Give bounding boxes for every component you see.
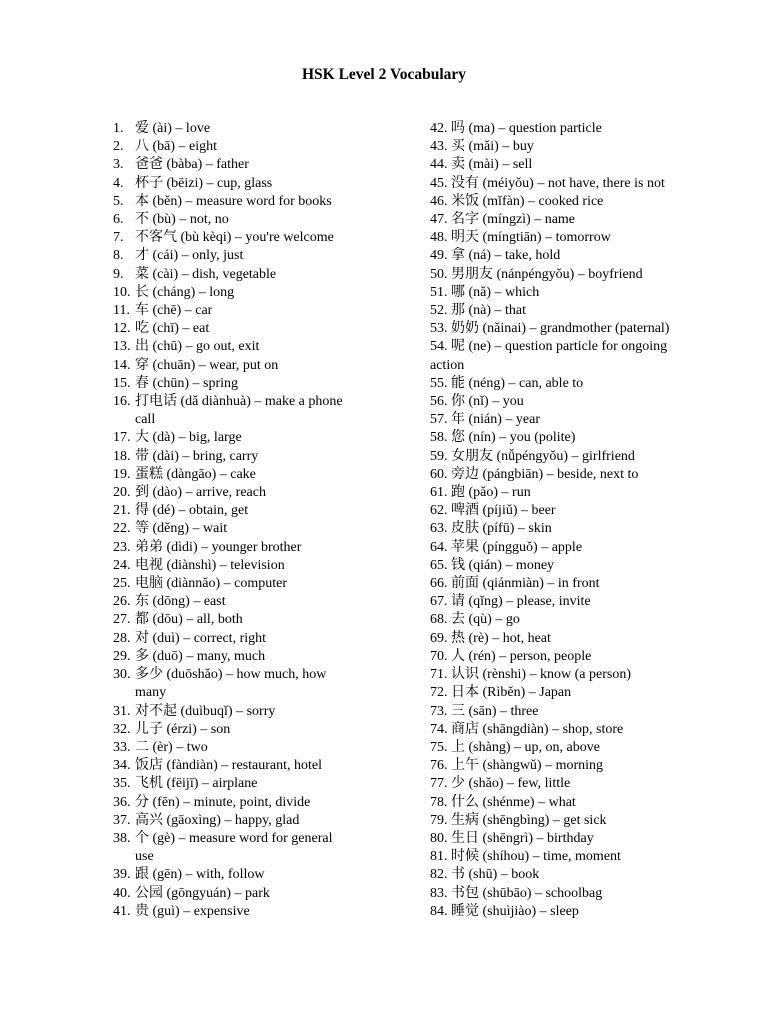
entry-number: 14.	[113, 357, 131, 373]
entry-text: 能 (néng) – can, able to	[451, 375, 584, 391]
vocab-entry	[113, 666, 353, 702]
vocab-entry	[113, 557, 353, 575]
entry-number: 70.	[430, 648, 448, 664]
vocab-entry	[113, 375, 353, 393]
vocab-entry	[430, 812, 692, 830]
vocab-entry	[430, 630, 692, 648]
vocab-entry	[113, 703, 353, 721]
vocab-entry	[430, 794, 692, 812]
vocab-entry	[113, 593, 353, 611]
entry-number: 34.	[113, 758, 131, 774]
entry-text: 跟 (gēn) – with, follow	[135, 867, 265, 883]
entry-number: 36.	[113, 794, 131, 810]
entry-number: 1.	[113, 121, 124, 136]
entry-text: 八 (bā) – eight	[135, 139, 218, 155]
entry-text: 那 (nà) – that	[451, 303, 527, 319]
entry-text: 打电话 (dǎ diànhuà) – make a phone call	[135, 394, 343, 428]
entry-number: 80.	[430, 830, 448, 846]
entry-text: 带 (dài) – bring, carry	[135, 448, 259, 464]
entry-text: 飞机 (fēijī) – airplane	[135, 776, 258, 792]
vocab-entry	[430, 648, 692, 666]
entry-text: 不 (bù) – not, no	[135, 212, 229, 228]
entry-text: 公园 (gōngyuán) – park	[135, 885, 270, 901]
vocab-entry	[430, 666, 692, 684]
entry-number: 25.	[113, 576, 131, 592]
vocab-entry	[113, 775, 353, 793]
entry-number: 52.	[430, 303, 448, 319]
vocab-entry	[430, 721, 692, 739]
entry-number: 82.	[430, 867, 448, 883]
vocab-entry	[113, 302, 353, 320]
vocab-entry	[113, 794, 353, 812]
entry-text: 米饭 (mǐfàn) – cooked rice	[451, 193, 604, 209]
entry-number: 7.	[113, 230, 124, 246]
vocab-entry	[113, 739, 353, 757]
entry-text: 皮肤 (pífū) – skin	[451, 521, 552, 537]
vocab-entry	[430, 302, 692, 320]
vocab-entry	[430, 739, 692, 757]
vocab-entry	[113, 138, 353, 156]
entry-number: 69.	[430, 630, 448, 646]
entry-text: 电脑 (diànnǎo) – computer	[135, 576, 288, 592]
vocab-entry	[113, 448, 353, 466]
vocab-entry	[430, 338, 692, 374]
entry-number: 79.	[430, 812, 448, 828]
entry-number: 83.	[430, 885, 448, 901]
entry-number: 22.	[113, 521, 131, 537]
vocab-entry	[113, 648, 353, 666]
entry-number: 57.	[430, 412, 448, 428]
vocab-entry	[430, 775, 692, 793]
entry-number: 50.	[430, 266, 448, 282]
entry-text: 苹果 (píngguǒ) – apple	[451, 539, 583, 555]
vocab-entry	[113, 429, 353, 447]
entry-number: 28.	[113, 630, 131, 646]
entry-text: 时候 (shíhou) – time, moment	[451, 849, 621, 865]
vocab-entry	[113, 520, 353, 538]
entry-number: 44.	[430, 157, 448, 173]
entry-text: 三 (sān) – three	[451, 703, 539, 719]
vocab-entry	[430, 229, 692, 247]
entry-text: 出 (chū) – go out, exit	[135, 339, 260, 355]
vocab-entry	[113, 484, 353, 502]
vocab-entry	[113, 903, 353, 921]
entry-number: 48.	[430, 230, 448, 246]
entry-number: 53.	[430, 321, 448, 337]
vocab-entry	[430, 211, 692, 229]
vocab-entry	[430, 320, 692, 338]
entry-text: 长 (cháng) – long	[135, 284, 235, 300]
entry-text: 对不起 (duìbuqǐ) – sorry	[135, 703, 276, 719]
entry-number: 6.	[113, 212, 124, 228]
entry-number: 55.	[430, 375, 448, 391]
entry-number: 32.	[113, 721, 131, 737]
entry-text: 春 (chūn) – spring	[135, 375, 239, 391]
entry-text: 您 (nín) – you (polite)	[451, 430, 576, 446]
entry-text: 上 (shàng) – up, on, above	[451, 739, 600, 755]
vocab-entry	[113, 338, 353, 356]
entry-number: 72.	[430, 685, 448, 701]
vocab-entry	[113, 229, 353, 247]
entry-number: 24.	[113, 557, 131, 573]
entry-text: 不客气 (bù kèqi) – you're welcome	[135, 230, 334, 246]
entry-number: 51.	[430, 284, 448, 300]
vocab-entry	[430, 156, 692, 174]
vocab-entry	[430, 484, 692, 502]
entry-number: 10.	[113, 284, 131, 300]
entry-text: 年 (nián) – year	[451, 412, 541, 428]
entry-text: 高兴 (gāoxìng) – happy, glad	[135, 812, 300, 828]
entry-text: 才 (cái) – only, just	[135, 248, 244, 264]
entry-number: 29.	[113, 648, 131, 664]
entry-number: 4.	[113, 175, 124, 191]
entry-text: 奶奶 (nǎinai) – grandmother (paternal)	[451, 321, 670, 337]
entry-number: 18.	[113, 448, 131, 464]
entry-text: 啤酒 (píjiǔ) – beer	[451, 503, 556, 519]
entry-text: 商店 (shāngdiàn) – shop, store	[451, 721, 624, 737]
entry-number: 43.	[430, 139, 448, 155]
entry-number: 12.	[113, 321, 131, 337]
entry-text: 菜 (cài) – dish, vegetable	[135, 266, 277, 282]
entry-text: 饭店 (fàndiàn) – restaurant, hotel	[135, 758, 322, 774]
entry-text: 爱 (ài) – love	[135, 121, 211, 136]
vocab-entry	[113, 466, 353, 484]
entry-text: 哪 (nǎ) – which	[451, 284, 540, 300]
vocab-entry	[430, 393, 692, 411]
vocab-entry	[113, 211, 353, 229]
vocab-entry	[430, 502, 692, 520]
entry-number: 77.	[430, 776, 448, 792]
entry-number: 56.	[430, 394, 448, 410]
vocab-entry	[113, 175, 353, 193]
entry-number: 71.	[430, 667, 448, 683]
entry-text: 钱 (qián) – money	[451, 557, 555, 573]
entry-number: 74.	[430, 721, 448, 737]
vocab-entry	[113, 156, 353, 174]
entry-text: 分 (fēn) – minute, point, divide	[135, 794, 311, 810]
entry-text: 到 (dào) – arrive, reach	[135, 485, 266, 501]
entry-number: 2.	[113, 139, 124, 155]
vocab-entry	[113, 193, 353, 211]
entry-text: 卖 (mài) – sell	[451, 157, 533, 173]
entry-text: 你 (nǐ) – you	[451, 394, 524, 410]
entry-number: 75.	[430, 739, 448, 755]
entry-number: 37.	[113, 812, 131, 828]
entry-number: 61.	[430, 485, 448, 501]
vocab-entry	[113, 266, 353, 284]
entry-text: 本 (běn) – measure word for books	[135, 193, 332, 209]
vocab-entry	[113, 357, 353, 375]
page-title: HSK Level 2 Vocabulary	[301, 66, 467, 83]
entry-text: 二 (èr) – two	[135, 739, 208, 755]
vocab-entry	[430, 193, 692, 211]
entry-number: 49.	[430, 248, 448, 264]
vocab-entry	[430, 284, 692, 302]
entry-number: 21.	[113, 503, 131, 519]
entry-text: 穿 (chuān) – wear, put on	[135, 357, 279, 373]
entry-text: 儿子 (érzi) – son	[135, 721, 231, 737]
vocab-entry	[113, 757, 353, 775]
entry-number: 9.	[113, 266, 124, 282]
vocab-entry	[113, 812, 353, 830]
entry-text: 电视 (diànshì) – television	[135, 557, 285, 573]
entry-number: 19.	[113, 466, 131, 482]
entry-number: 11.	[113, 303, 130, 319]
entry-text: 女朋友 (nǚpéngyǒu) – girlfriend	[451, 448, 635, 464]
entry-text: 蛋糕 (dàngāo) – cake	[135, 466, 256, 482]
vocab-entry	[430, 138, 692, 156]
entry-number: 17.	[113, 430, 131, 446]
entry-text: 杯子 (bēizi) – cup, glass	[135, 175, 273, 191]
entry-text: 呢 (ne) – question particle for ongoing action	[430, 339, 668, 373]
entry-text: 热 (rè) – hot, heat	[451, 630, 551, 646]
vocab-entry	[113, 247, 353, 265]
entry-number: 30.	[113, 667, 131, 683]
entry-number: 84.	[430, 903, 448, 919]
vocab-entry	[113, 539, 353, 557]
vocab-entry	[113, 120, 353, 138]
entry-number: 63.	[430, 521, 448, 537]
entry-text: 等 (děng) – wait	[135, 521, 228, 537]
entry-number: 68.	[430, 612, 448, 628]
entry-text: 男朋友 (nánpéngyǒu) – boyfriend	[451, 266, 643, 282]
entry-number: 60.	[430, 466, 448, 482]
entry-text: 大 (dà) – big, large	[135, 430, 242, 446]
entry-number: 13.	[113, 339, 131, 355]
entry-number: 35.	[113, 776, 131, 792]
vocab-entry	[113, 866, 353, 884]
entry-text: 认识 (rènshi) – know (a person)	[451, 667, 632, 683]
entry-number: 81.	[430, 849, 448, 865]
vocab-entry	[430, 175, 692, 193]
entry-text: 名字 (míngzì) – name	[451, 212, 576, 228]
entry-text: 什么 (shénme) – what	[451, 794, 576, 810]
entry-text: 书 (shū) – book	[451, 867, 540, 883]
entry-text: 多少 (duōshǎo) – how much, how many	[135, 667, 327, 701]
entry-text: 爸爸 (bàba) – father	[135, 157, 249, 173]
vocab-entry	[430, 848, 692, 866]
entry-text: 人 (rén) – person, people	[451, 648, 592, 664]
vocab-entry	[430, 448, 692, 466]
entry-number: 8.	[113, 248, 124, 264]
vocab-list-left	[113, 120, 353, 921]
vocab-entry	[430, 557, 692, 575]
entry-number: 27.	[113, 612, 131, 628]
vocab-entry	[430, 611, 692, 629]
entry-text: 得 (dé) – obtain, get	[135, 503, 249, 519]
entry-text: 拿 (ná) – take, hold	[451, 248, 561, 264]
entry-number: 59.	[430, 448, 448, 464]
entry-text: 东 (dōng) – east	[135, 594, 226, 610]
entry-number: 20.	[113, 485, 131, 501]
vocab-entry	[430, 120, 692, 138]
vocab-entry	[430, 266, 692, 284]
entry-text: 日本 (Rìběn) – Japan	[451, 685, 572, 701]
vocab-entry	[430, 375, 692, 393]
vocab-entry	[113, 393, 353, 429]
entry-number: 26.	[113, 594, 131, 610]
entry-text: 明天 (míngtiān) – tomorrow	[451, 230, 611, 246]
entry-text: 跑 (pǎo) – run	[451, 485, 531, 501]
entry-number: 58.	[430, 430, 448, 446]
entry-number: 65.	[430, 557, 448, 573]
entry-text: 睡觉 (shuìjiào) – sleep	[451, 903, 579, 919]
vocab-entry	[430, 885, 692, 903]
entry-number: 33.	[113, 739, 131, 755]
entry-text: 少 (shǎo) – few, little	[451, 776, 571, 792]
entry-text: 吃 (chī) – eat	[135, 321, 210, 337]
entry-number: 64.	[430, 539, 448, 555]
entry-number: 54.	[430, 339, 448, 355]
vocab-entry	[430, 866, 692, 884]
entry-number: 38.	[113, 830, 131, 846]
vocab-entry	[113, 630, 353, 648]
entry-number: 5.	[113, 193, 124, 209]
entry-text: 生日 (shēngrì) – birthday	[451, 830, 594, 846]
entry-text: 前面 (qiánmiàn) – in front	[451, 576, 600, 592]
entry-number: 47.	[430, 212, 448, 228]
entry-number: 45.	[430, 175, 448, 191]
entry-number: 76.	[430, 758, 448, 774]
entry-text: 对 (duì) – correct, right	[135, 630, 267, 646]
vocab-entry	[430, 684, 692, 702]
vocab-entry	[430, 429, 692, 447]
entry-number: 66.	[430, 576, 448, 592]
vocab-entry	[430, 757, 692, 775]
vocab-entry	[430, 593, 692, 611]
entry-number: 40.	[113, 885, 131, 901]
entry-number: 15.	[113, 375, 131, 391]
entry-text: 请 (qǐng) – please, invite	[451, 594, 591, 610]
entry-number: 73.	[430, 703, 448, 719]
entry-number: 42.	[430, 121, 448, 136]
entry-text: 去 (qù) – go	[451, 612, 520, 628]
entry-number: 39.	[113, 867, 131, 883]
vocab-entry	[113, 284, 353, 302]
vocab-entry	[113, 611, 353, 629]
vocab-entry	[430, 520, 692, 538]
entry-number: 78.	[430, 794, 448, 810]
vocab-entry	[430, 830, 692, 848]
entry-number: 16.	[113, 394, 131, 410]
entry-text: 书包 (shūbāo) – schoolbag	[451, 885, 603, 901]
entry-number: 31.	[113, 703, 131, 719]
entry-text: 上午 (shàngwǔ) – morning	[451, 758, 604, 774]
vocab-entry	[430, 247, 692, 265]
vocab-entry	[430, 703, 692, 721]
vocab-entry	[430, 575, 692, 593]
entry-number: 62.	[430, 503, 448, 519]
vocab-entry	[430, 411, 692, 429]
entry-text: 车 (chē) – car	[135, 303, 213, 319]
entry-number: 3.	[113, 157, 124, 173]
entry-text: 贵 (guì) – expensive	[135, 903, 250, 919]
vocab-entry	[430, 539, 692, 557]
entry-text: 个 (gè) – measure word for general use	[135, 830, 333, 865]
vocab-entry	[113, 575, 353, 593]
entry-text: 生病 (shēngbìng) – get sick	[451, 812, 607, 828]
entry-number: 23.	[113, 539, 131, 555]
entry-text: 旁边 (pángbiān) – beside, next to	[451, 466, 639, 482]
entry-text: 都 (dōu) – all, both	[135, 612, 243, 628]
entry-text: 没有 (méiyǒu) – not have, there is not	[451, 175, 665, 191]
vocab-entry	[113, 830, 353, 866]
entry-number: 67.	[430, 594, 448, 610]
entry-number: 41.	[113, 903, 131, 919]
entry-text: 买 (mǎi) – buy	[451, 139, 534, 155]
entry-text: 吗 (ma) – question particle	[451, 121, 602, 136]
vocab-entry	[113, 502, 353, 520]
vocab-entry	[430, 466, 692, 484]
vocab-entry	[113, 721, 353, 739]
entry-number: 46.	[430, 193, 448, 209]
entry-text: 弟弟 (dìdi) – younger brother	[135, 539, 302, 555]
entry-text: 多 (duō) – many, much	[135, 648, 266, 664]
vocab-entry	[113, 320, 353, 338]
vocab-entry	[430, 903, 692, 921]
vocab-entry	[113, 885, 353, 903]
vocab-list-right	[430, 120, 692, 921]
